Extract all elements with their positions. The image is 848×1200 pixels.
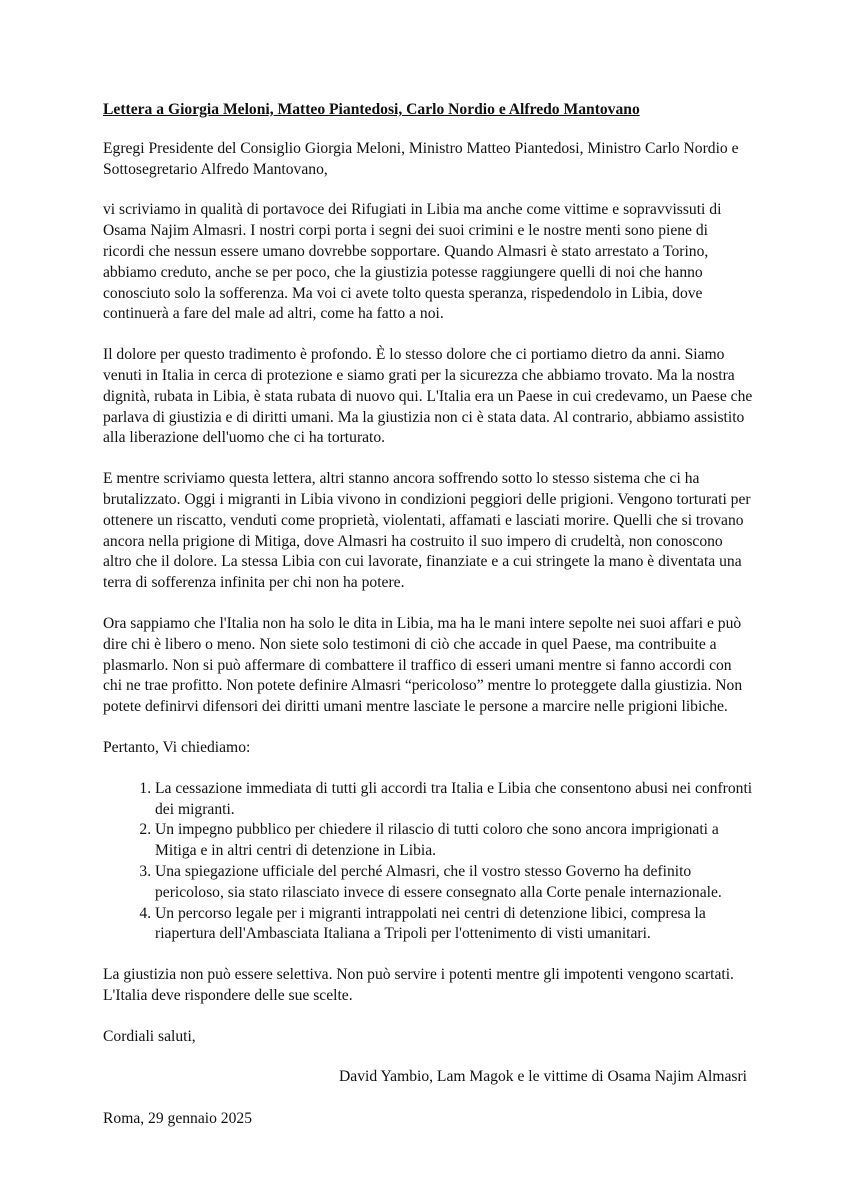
body-paragraph: vi scriviamo in qualità di portavoce dei Rifugiati in Libia ma anche come vittime e sopravvissuti di Osama Najim Almasri. I nostri corpi porta i segni dei suoi crimini e le nostre menti sono piene di ricordi che nessun essere umano dovrebbe sopportare. Quando Almasri è stato arrestato a Torino, abbiamo creduto, anche se per poco, che la giustizia potesse raggiungere quelli di noi che hanno conosciuto solo la sofferenza. Ma voi ci avete tolto questa speranza, rispedendolo in Libia, dove continuerà a fare del male ad altri, come ha fatto a noi. [103,201,722,323]
body-paragraph: E mentre scriviamo questa lettera, altri stanno ancora soffrendo sotto lo stesso sistema che ci ha brutalizzato. Oggi i migranti in Libia vivono in condizioni peggiori delle prigioni. Vengono torturati per ottenere un riscatto, venduti come proprietà, violentati, affamati e lasciati morire. Quelli che si trovano ancora nella prigione di Mitiga, dove Almasri ha costruito il suo impero di crudeltà, non conoscono altro che il dolore. La stessa Libia con cui lavorate, finanziate e a cui stringete la mano è diventata una terra di sofferenza infinita per chi non ha potere. [103,470,751,592]
signature: David Yambio, Lam Magok e le vittime di Osama Najim Almasri [339,1068,747,1086]
request-item: 3. Una spiegazione ufficiale del perché Almasri, che il vostro stesso Governo ha definito pericoloso, sia stato rilasciato invece di essere consegnato alla Corte penale internazionale. [155,862,753,904]
request-list [103,779,753,945]
letter-title: Lettera a Giorgia Meloni, Matteo Piantedosi, Carlo Nordio e Alfredo Mantovano [103,101,640,118]
body-paragraph: Ora sappiamo che l'Italia non ha solo le dita in Libia, ma ha le mani intere sepolte nei suoi affari e può dire chi è libero o meno. Non siete solo testimoni di ciò che accade in quel Paese, ma contribuite a plasmarlo. Non si può affermare di combattere il traffico di esseri umani mentre si fanno accordi con chi ne trae profitto. Non potete definire Almasri “pericoloso” mentre lo proteggete dalla giustizia. Non potete definirvi difensori dei diritti umani mentre lasciate le persone a marcire nelle prigioni libiche. [103,614,743,716]
closing-paragraph: La giustizia non può essere selettiva. Non può servire i potenti mentre gli impotenti vengono scartati. L'Italia deve rispondere delle sue scelte. [103,966,734,1004]
body-paragraph: Il dolore per questo tradimento è profondo. È lo stesso dolore che ci portiamo dietro da anni. Siamo venuti in Italia in cerca di protezione e siamo grati per la sicurezza che abbiamo trovato. Ma la nostra dignità, rubata in Libia, è stata rubata di nuovo qui. L'Italia era un Paese in cui credevamo, un Paese che parlava di giustizia e di diritti umani. Ma la giustizia non ci è stata data. Al contrario, abbiamo assistito alla liberazione dell'uomo che ci ha torturato. [103,346,753,447]
request-item: 1. La cessazione immediata di tutti gli accordi tra Italia e Libia che consentono abusi nei confronti dei migranti. [155,779,753,821]
salutation-line: Egregi Presidente del Consiglio Giorgia Meloni, Ministro Matteo Piantedosi, Ministro Carlo Nordio e [103,139,739,157]
salutation [103,139,753,181]
request-intro: Pertanto, Vi chiediamo: [103,738,251,756]
letter-page [103,100,753,1130]
salutation-line: Sottosegretario Alfredo Mantovano, [103,160,328,178]
request-item: 2. Un impegno pubblico per chiedere il rilascio di tutti coloro che sono ancora imprigionati a Mitiga e in altri centri di detenzione in Libia. [155,820,753,862]
request-item: 4. Un percorso legale per i migranti intrappolati nei centri di detenzione libici, compresa la riapertura dell'Ambasciata Italiana a Tripoli per l'ottenimento di visti umanitari. [155,904,753,946]
place-date: Roma, 29 gennaio 2025 [103,1110,252,1128]
sign-off: Cordiali saluti, [103,1027,196,1045]
